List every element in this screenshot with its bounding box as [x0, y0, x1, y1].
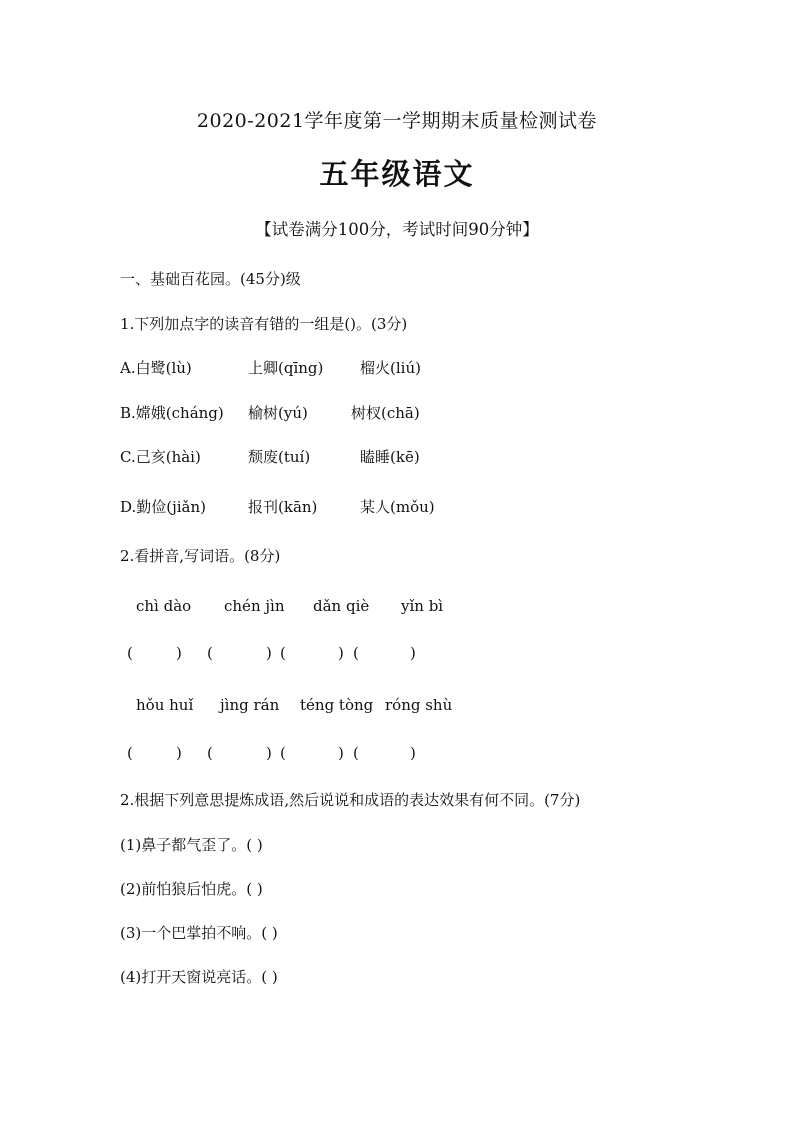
q3-item-3: (3)一个巴掌拍不响。( ): [120, 924, 278, 942]
exam-note: 【试卷满分100分，考试时间90分钟】: [255, 220, 539, 239]
question-3-stem: 2.根据下列意思提炼成语,然后说说和成语的表达效果有何不同。(7分): [120, 791, 581, 809]
q1-option-d-3: 某人(mǒu): [360, 498, 435, 516]
q3-item-4: (4)打开天窗说亮话。( ): [120, 968, 278, 986]
pinyin-1-1: chì dào: [136, 597, 192, 615]
q1-option-c-3: 瞌睡(kē): [360, 448, 420, 466]
q1-option-b-1: B.嫦娥(cháng): [120, 404, 224, 422]
q3-item-2: (2)前怕狼后怕虎。( ): [120, 880, 263, 898]
blank-1-3-close: ): [338, 644, 344, 662]
q1-option-d-1: D.勤俭(jiǎn): [120, 498, 207, 516]
blank-2-4-close: ): [410, 744, 416, 762]
section-heading: 一、基础百花园。(45分)级: [120, 270, 301, 288]
blank-2-1-close: ): [176, 744, 182, 762]
pinyin-2-3: téng tòng: [300, 696, 374, 714]
pinyin-2-4: róng shù: [385, 696, 453, 714]
q1-option-a-3: 榴火(liú): [360, 359, 421, 377]
q1-option-a-2: 上卿(qīng): [248, 359, 324, 377]
q1-option-c-1: C.己亥(hài): [120, 448, 201, 466]
exam-title: 2020-2021学年度第一学期期末质量检测试卷: [196, 110, 598, 132]
blank-2-1-open: (: [127, 744, 133, 762]
subject-heading: 五年级语文: [319, 157, 475, 191]
pinyin-2-1: hǒu huǐ: [136, 696, 194, 714]
blank-1-4-close: ): [410, 644, 416, 662]
blank-2-3-close: ): [338, 744, 344, 762]
blank-1-1-close: ): [176, 644, 182, 662]
blank-1-2-close: ): [266, 644, 272, 662]
pinyin-2-2: jìng rán: [220, 696, 280, 714]
blank-1-2-open: (: [207, 644, 213, 662]
q1-option-c-2: 颓废(tuí): [248, 448, 311, 466]
pinyin-1-3: dǎn qiè: [313, 597, 370, 615]
question-2-stem: 2.看拼音,写词语。(8分): [120, 547, 281, 565]
blank-1-1-open: (: [127, 644, 133, 662]
blank-2-2-close: ): [266, 744, 272, 762]
q3-item-1: (1)鼻子都气歪了。( ): [120, 836, 263, 854]
q1-option-b-2: 榆树(yú): [248, 404, 308, 422]
blank-2-2-open: (: [207, 744, 213, 762]
q1-option-b-3: 树杈(chā): [351, 404, 420, 422]
pinyin-1-2: chén jìn: [224, 597, 285, 615]
blank-1-3-open: (: [280, 644, 286, 662]
question-1-stem: 1.下列加点字的读音有错的一组是()。(3分): [120, 315, 408, 333]
blank-2-3-open: (: [280, 744, 286, 762]
q1-option-a-1: A.白鹭(lù): [120, 359, 192, 377]
blank-1-4-open: (: [353, 644, 359, 662]
blank-2-4-open: (: [353, 744, 359, 762]
q1-option-d-2: 报刊(kān): [248, 498, 318, 516]
pinyin-1-4: yǐn bì: [401, 597, 444, 615]
